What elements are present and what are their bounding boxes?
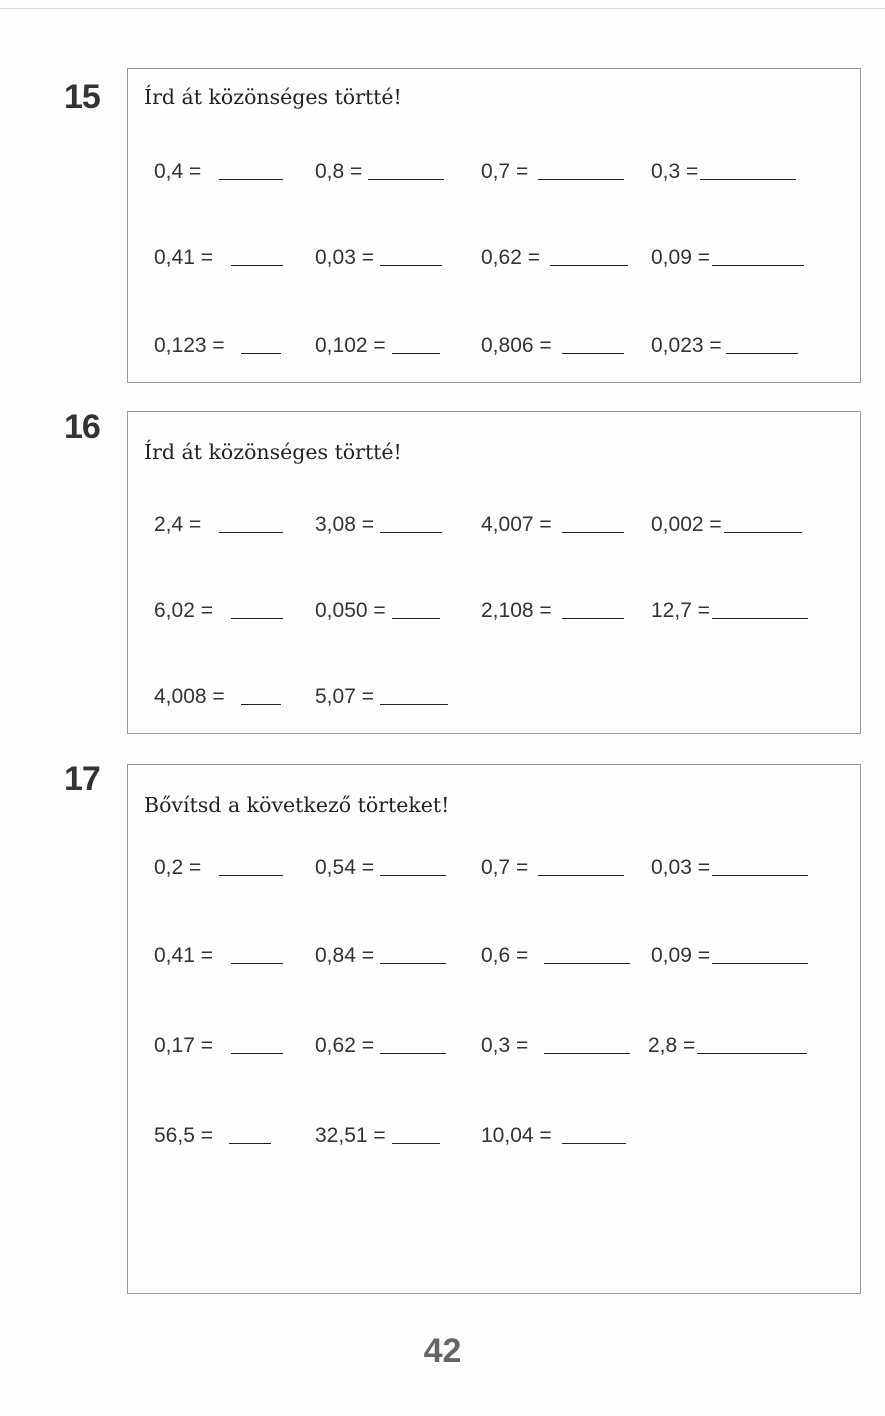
answer-blank[interactable]: [392, 333, 440, 354]
task-box-17: [127, 764, 861, 1294]
exercise: 0,09 =: [651, 941, 808, 968]
task-17-row-2: [128, 941, 860, 971]
answer-blank[interactable]: [724, 512, 802, 533]
answer-blank[interactable]: [241, 684, 281, 705]
exercise: 0,002 =: [651, 510, 802, 537]
task-15-instruction: Írd át közönséges törtté!: [144, 85, 402, 109]
exercise: 0,03 =: [315, 243, 442, 270]
exercise: 0,03 =: [651, 853, 808, 880]
exercise: 0,2 =: [154, 853, 283, 880]
top-rule: [0, 8, 885, 9]
answer-blank[interactable]: [726, 333, 798, 354]
answer-blank[interactable]: [231, 245, 283, 266]
exercise: 0,84 =: [315, 941, 446, 968]
exercise: 0,050 =: [315, 596, 440, 623]
answer-blank[interactable]: [562, 1123, 626, 1144]
task-17-row-4: [128, 1121, 860, 1151]
exercise: 0,023 =: [651, 331, 798, 358]
answer-blank[interactable]: [219, 855, 283, 876]
answer-blank[interactable]: [392, 598, 440, 619]
answer-blank[interactable]: [544, 1033, 630, 1054]
exercise: 0,123 =: [154, 331, 281, 358]
exercise: 0,3 =: [651, 157, 796, 184]
exercise: 5,07 =: [315, 682, 448, 709]
answer-blank[interactable]: [380, 512, 442, 533]
exercise: 3,08 =: [315, 510, 442, 537]
answer-blank[interactable]: [700, 159, 796, 180]
answer-blank[interactable]: [697, 1033, 807, 1054]
answer-blank[interactable]: [712, 943, 808, 964]
exercise: 0,4 =: [154, 157, 283, 184]
task-15-row-2: [128, 243, 860, 273]
exercise: 0,102 =: [315, 331, 440, 358]
answer-blank[interactable]: [380, 245, 442, 266]
answer-blank[interactable]: [562, 333, 624, 354]
exercise: 4,008 =: [154, 682, 281, 709]
exercise: 2,8 =: [648, 1031, 807, 1058]
page-number: 42: [423, 1332, 462, 1370]
answer-blank[interactable]: [544, 943, 630, 964]
exercise: 2,108 =: [481, 596, 624, 623]
answer-blank[interactable]: [538, 855, 624, 876]
answer-blank[interactable]: [562, 598, 624, 619]
exercise: 0,62 =: [315, 1031, 446, 1058]
answer-blank[interactable]: [712, 855, 808, 876]
task-16-row-2: [128, 596, 860, 626]
answer-blank[interactable]: [231, 598, 283, 619]
task-number-16: 16: [64, 408, 100, 446]
task-number-17: 17: [64, 760, 100, 798]
exercise: 56,5 =: [154, 1121, 271, 1148]
task-number-15: 15: [64, 78, 100, 116]
answer-blank[interactable]: [550, 245, 628, 266]
answer-blank[interactable]: [219, 512, 283, 533]
answer-blank[interactable]: [231, 1033, 283, 1054]
answer-blank[interactable]: [219, 159, 283, 180]
exercise: 12,7 =: [651, 596, 808, 623]
exercise: 32,51 =: [315, 1121, 440, 1148]
task-15-row-3: [128, 331, 860, 361]
exercise: 6,02 =: [154, 596, 283, 623]
answer-blank[interactable]: [368, 159, 444, 180]
task-17-instruction: Bővítsd a következő törteket!: [144, 793, 450, 817]
task-15-row-1: [128, 157, 860, 187]
exercise: 0,54 =: [315, 853, 446, 880]
answer-blank[interactable]: [380, 684, 448, 705]
exercise: 0,8 =: [315, 157, 444, 184]
task-17-row-3: [128, 1031, 860, 1061]
answer-blank[interactable]: [538, 159, 624, 180]
exercise: 0,6 =: [481, 941, 630, 968]
answer-blank[interactable]: [712, 245, 804, 266]
answer-blank[interactable]: [231, 943, 283, 964]
task-box-16: [127, 411, 861, 734]
task-16-row-3: [128, 682, 860, 712]
answer-blank[interactable]: [380, 855, 446, 876]
exercise: 0,41 =: [154, 243, 283, 270]
answer-blank[interactable]: [380, 1033, 446, 1054]
exercise: 4,007 =: [481, 510, 624, 537]
task-17-row-1: [128, 853, 860, 883]
answer-blank[interactable]: [562, 512, 624, 533]
exercise: 0,7 =: [481, 157, 624, 184]
answer-blank[interactable]: [229, 1123, 271, 1144]
exercise: 2,4 =: [154, 510, 283, 537]
answer-blank[interactable]: [392, 1123, 440, 1144]
exercise: 10,04 =: [481, 1121, 626, 1148]
exercise: 0,3 =: [481, 1031, 630, 1058]
exercise: 0,41 =: [154, 941, 283, 968]
answer-blank[interactable]: [712, 598, 808, 619]
exercise: 0,806 =: [481, 331, 624, 358]
exercise: 0,62 =: [481, 243, 628, 270]
answer-blank[interactable]: [380, 943, 446, 964]
task-16-row-1: [128, 510, 860, 540]
answer-blank[interactable]: [241, 333, 281, 354]
exercise: 0,17 =: [154, 1031, 283, 1058]
task-box-15: [127, 68, 861, 383]
task-16-instruction: Írd át közönséges törtté!: [144, 440, 402, 464]
exercise: 0,09 =: [651, 243, 804, 270]
exercise: 0,7 =: [481, 853, 624, 880]
